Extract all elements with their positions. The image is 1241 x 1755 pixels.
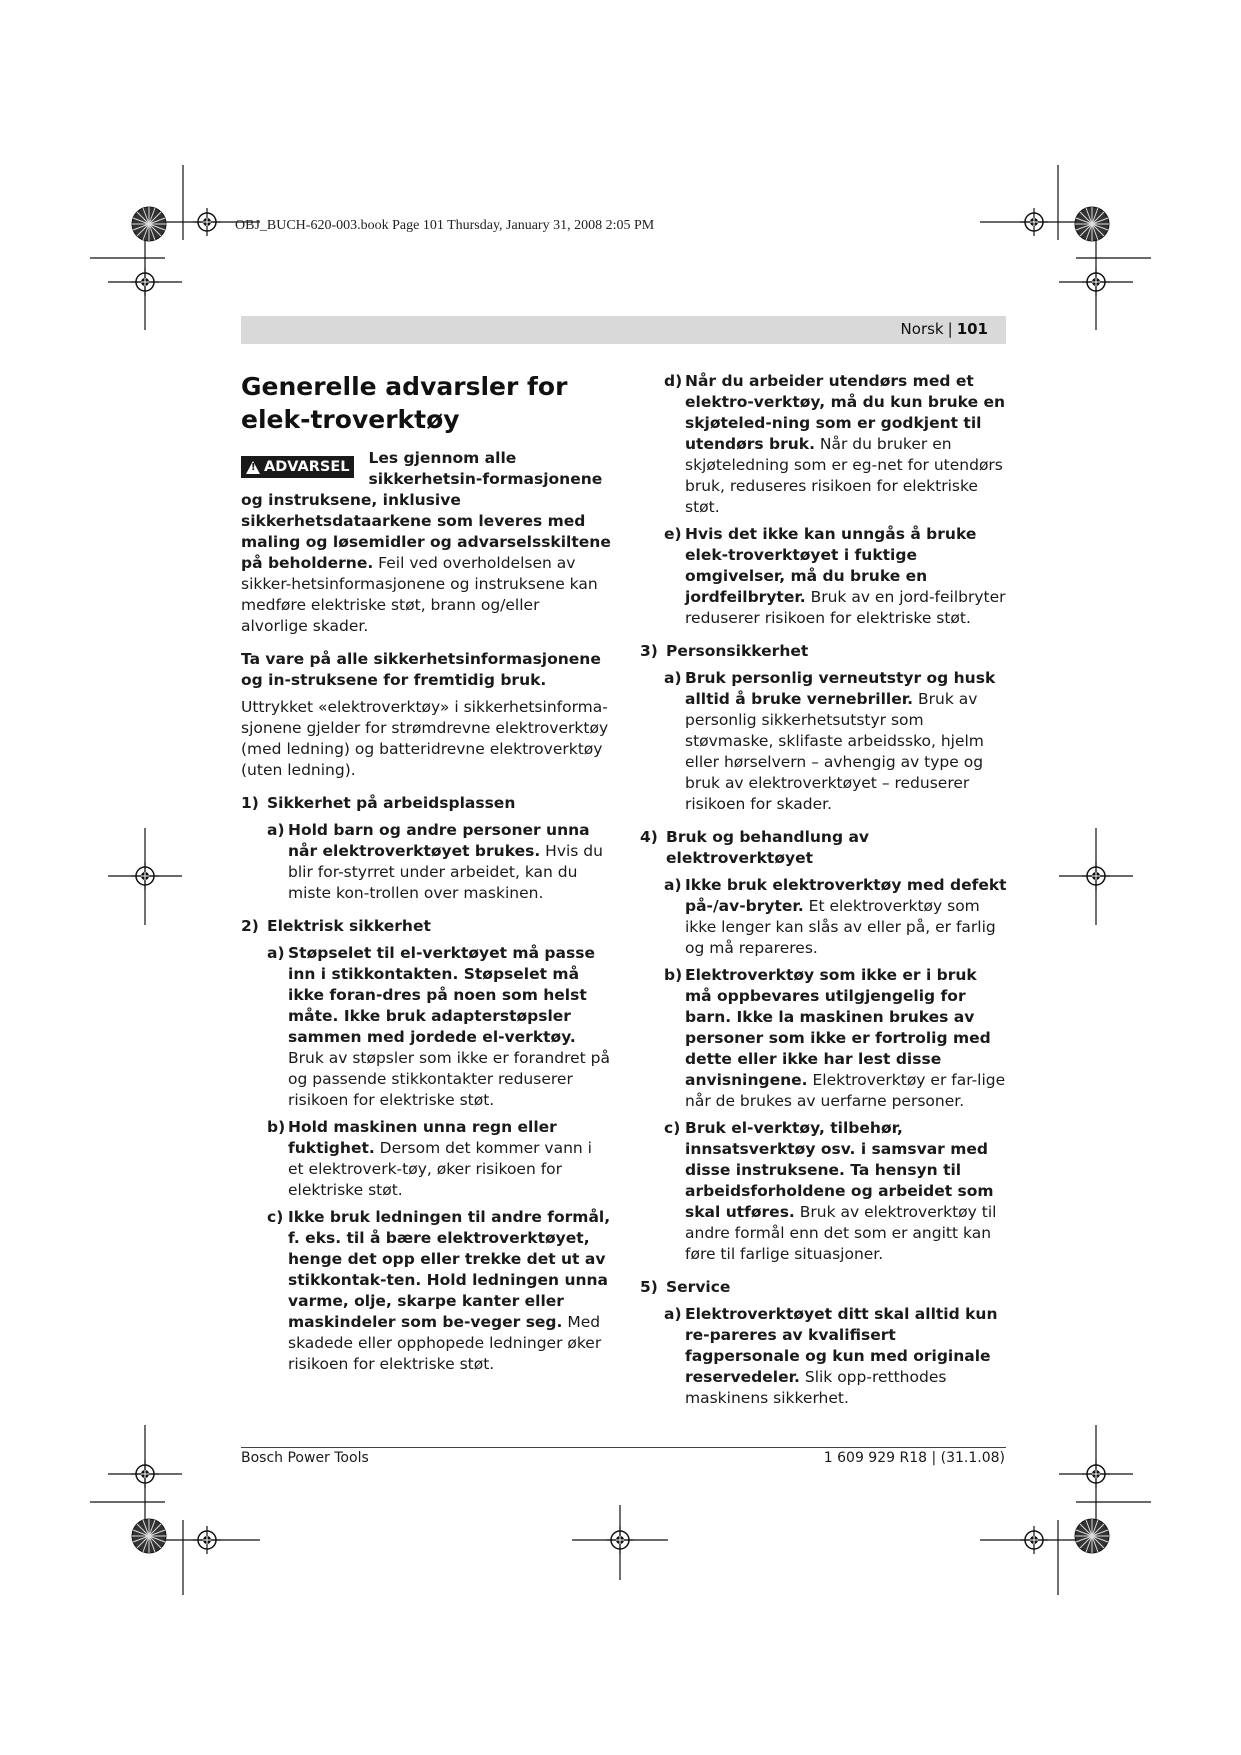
section-heading <box>640 1277 1008 1298</box>
list-item <box>267 1207 611 1375</box>
warning-bold-text: Les gjennom alle sikkerhetsin-formasjonene og instruksene, inklusive sikkerhetsdataarkene som leveres med maling og løsemidler og advarselsskiltene på beholderne. <box>241 449 611 572</box>
list-item <box>664 524 1008 629</box>
section-number: 2) <box>241 917 259 935</box>
item-text: Bruk av en jord-feilbryter reduserer risikoen for elektriske støt. <box>685 588 1006 627</box>
section-number: 1) <box>241 794 259 812</box>
item-bold-text: Hold barn og andre personer unna når elektroverktøyet brukes. <box>288 821 590 860</box>
footer-divider <box>241 1447 1006 1448</box>
item-text: Bruk av støpsler som ikke er forandret på og passende stikkontakter reduserer risikoen for elektriske støt. <box>288 1049 610 1109</box>
item-bold-text: Ikke bruk elektroverktøy med defekt på-/av-bryter. <box>685 876 1007 915</box>
item-bold-text: Bruk el-verktøy, tilbehør, innsatsverktøy osv. i samsvar med disse instruksene. Ta hensyn til arbeidsforholdene og arbeidet som skal utføres. <box>685 1119 994 1221</box>
list-item <box>267 943 611 1111</box>
item-label: a) <box>267 821 285 839</box>
item-text: Dersom det kommer vann i et elektroverk-tøy, øker risikoen for elektriske støt. <box>288 1139 592 1199</box>
item-bold-text: Ikke bruk ledningen til andre formål, f. eks. til å bære elektroverktøyet, henge det opp eller trekke det ut av stikkontak-ten. Hold ledningen unna varme, olje, skarpe kanter eller maskindeler som be-veger seg. <box>288 1208 611 1331</box>
section-title: Service <box>666 1278 731 1296</box>
printer-info-line: OBJ_BUCH-620-003.book Page 101 Thursday, January 31, 2008 2:05 PM <box>235 218 655 233</box>
item-bold-text: Bruk personlig verneutstyr og husk alltid å bruke vernebriller. <box>685 669 996 708</box>
item-bold-text: Elektroverktøyet ditt skal alltid kun re-pareres av kvalifisert fagpersonale og kun med originale reservedeler. <box>685 1305 998 1386</box>
warning-normal-text: Feil ved overholdelsen av sikker-hetsinformasjonene og instruksene kan medføre elektriske støt, brann og/eller alvorlige skader. <box>241 554 598 635</box>
item-label: e) <box>664 525 682 543</box>
item-label: b) <box>267 1118 286 1136</box>
keep-instructions: Ta vare på alle sikkerhetsinformasjonene og in-struksene for fremtidig bruk. <box>241 650 601 689</box>
item-bold-text: Hold maskinen unna regn eller fuktighet. <box>288 1118 557 1157</box>
item-label: a) <box>664 1305 682 1323</box>
section-title: Personsikkerhet <box>666 642 809 660</box>
item-bold-text: Når du arbeider utendørs med et elektro-verktøy, må du kun bruke en skjøteled-ning som er godkjent til utendørs bruk. <box>685 372 1006 453</box>
item-bold-text: Støpselet til el-verktøyet må passe inn i stikkontakten. Støpselet må ikke foran-dres på noen som helst måte. Ikke bruk adapterstøpsler sammen med jordede el-verktøy. <box>288 944 595 1046</box>
page-number: 101 <box>956 320 988 338</box>
list-item <box>267 1117 611 1201</box>
item-text: Slik opp-retthodes maskinens sikkerhet. <box>685 1368 947 1407</box>
right-column <box>640 371 1008 1415</box>
item-text: Bruk av elektroverktøy til andre formål enn det som er angitt kan føre til farlige situasjoner. <box>685 1203 997 1263</box>
item-text: Et elektroverktøy som ikke lenger kan slås av eller på, er farlig og må repareres. <box>685 897 996 957</box>
section-heading <box>241 793 611 814</box>
item-text: Hvis du blir for-styrret under arbeidet, kan du miste kon-trollen over maskinen. <box>288 842 603 902</box>
header-language: Norsk <box>900 320 944 338</box>
section-heading <box>640 827 1008 869</box>
warning-badge <box>241 456 354 478</box>
section-heading <box>640 641 1008 662</box>
item-label: a) <box>267 944 285 962</box>
item-label: a) <box>664 669 682 687</box>
item-bold-text: Elektroverktøy som ikke er i bruk må oppbevares utilgjengelig for barn. Ikke la maskinen brukes av personer som ikke er fortrolig med dette eller ikke har lest disse anvisningene. <box>685 966 991 1089</box>
section-title: Sikkerhet på arbeidsplassen <box>267 794 516 812</box>
section-title: Elektrisk sikkerhet <box>267 917 431 935</box>
section-heading <box>241 916 611 937</box>
list-item <box>664 965 1008 1112</box>
item-label: d) <box>664 372 683 390</box>
warning-badge-label: ADVARSEL <box>264 459 350 475</box>
footer-doc-number: 1 609 929 R18 | (31.1.08) <box>823 1450 1005 1466</box>
list-item <box>267 820 611 904</box>
list-item <box>664 1304 1008 1409</box>
section-number: 3) <box>640 642 658 660</box>
term-definition: Uttrykket «elektroverktøy» i sikkerhetsinforma-sjonene gjelder for strømdrevne elektroverktøy (med ledning) og batteridrevne elektroverktøy (uten ledning). <box>241 698 609 779</box>
header-text <box>901 320 988 338</box>
list-item <box>664 668 1008 815</box>
section-number: 4) <box>640 828 658 846</box>
item-label: a) <box>664 876 682 894</box>
page-title: Generelle advarsler for elek-troverktøy <box>241 372 568 434</box>
warning-paragraph <box>241 448 611 637</box>
item-text: Når du bruker en skjøteledning som er eg-net for utendørs bruk, reduseres risikoen for elektriske støt. <box>685 435 1003 516</box>
list-item <box>664 1118 1008 1265</box>
item-text: Med skadede eller opphopede ledninger øker risikoen for elektriske støt. <box>288 1313 602 1373</box>
list-item <box>664 875 1008 959</box>
item-label: c) <box>664 1119 681 1137</box>
item-label: c) <box>267 1208 284 1226</box>
item-text: Elektroverktøy er far-lige når de brukes av uerfarne personer. <box>685 1071 1006 1110</box>
item-label: b) <box>664 966 683 984</box>
header-separator: | <box>947 320 953 338</box>
section-title: Bruk og behandlung av elektroverktøyet <box>666 828 870 867</box>
item-text: Bruk av personlig sikkerhetsutstyr som støvmaske, sklifaste arbeidssko, hjelm eller hørselvern – avhengig av type og bruk av elektroverktøyet – reduserer risikoen for skader. <box>685 690 984 813</box>
warning-triangle-icon <box>246 461 260 474</box>
running-header <box>241 316 1006 344</box>
left-column <box>241 370 611 1381</box>
item-bold-text: Hvis det ikke kan unngås å bruke elek-troverktøyet i fuktige omgivelser, må du bruke en jordfeilbryter. <box>685 525 977 606</box>
list-item <box>664 371 1008 518</box>
footer-brand: Bosch Power Tools <box>241 1450 369 1466</box>
section-number: 5) <box>640 1278 658 1296</box>
